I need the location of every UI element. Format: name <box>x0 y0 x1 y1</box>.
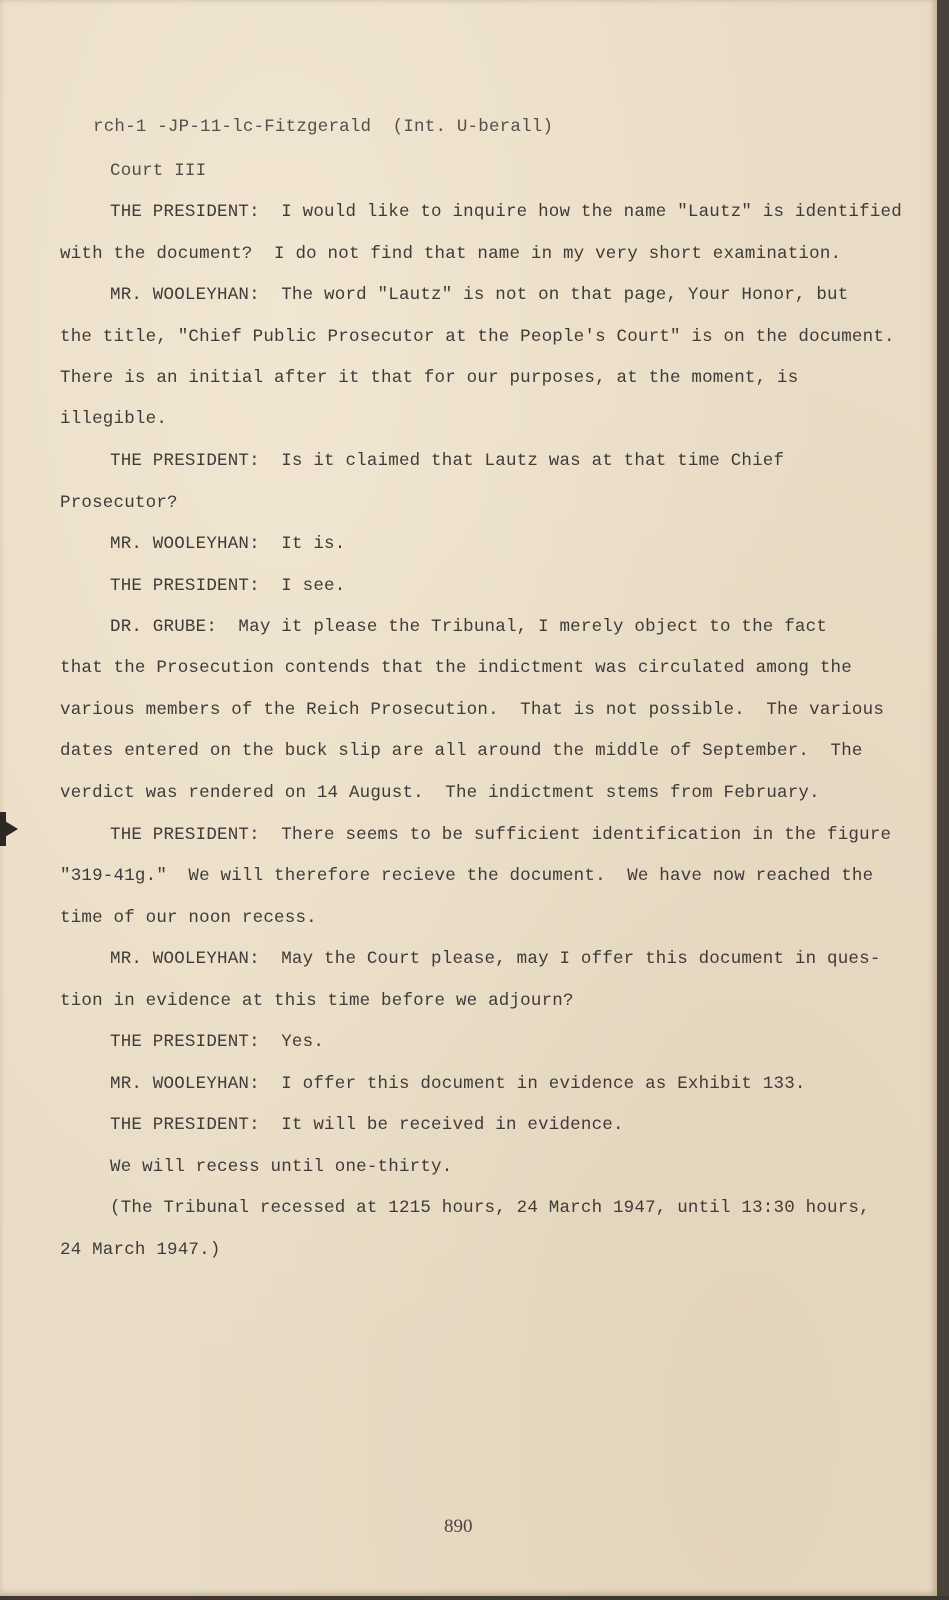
transcript-line: THE PRESIDENT: I see. <box>110 576 346 596</box>
court-label: Court III <box>110 161 207 181</box>
page-edge-shadow <box>937 0 949 1600</box>
transcript-line: with the document? I do not find that name in my very short examination. <box>60 244 842 264</box>
transcript-line: illegible. <box>60 409 168 429</box>
document-header: rch-1 -JP-11-lc-Fitzgerald (Int. U-berall) <box>93 117 554 137</box>
transcript-line: verdict was rendered on 14 August. The indictment stems from February. <box>60 783 820 803</box>
transcript-line: We will recess until one-thirty. <box>110 1157 453 1177</box>
transcript-line: DR. GRUBE: May it please the Tribunal, I merely object to the fact <box>110 617 828 637</box>
transcript-line: THE PRESIDENT: There seems to be sufficient identification in the figure <box>110 825 892 845</box>
transcript-line: (The Tribunal recessed at 1215 hours, 24 March 1947, until 13:30 hours, <box>110 1198 870 1218</box>
transcript-line: that the Prosecution contends that the indictment was circulated among the <box>60 658 852 678</box>
transcript-line: THE PRESIDENT: I would like to inquire how the name "Lautz" is identified <box>110 202 902 222</box>
transcript-line: MR. WOOLEYHAN: I offer this document in evidence as Exhibit 133. <box>110 1074 806 1094</box>
transcript-line: the title, "Chief Public Prosecutor at the People's Court" is on the document. <box>60 327 895 347</box>
transcript-line: time of our noon recess. <box>60 908 317 928</box>
transcript-line: THE PRESIDENT: Yes. <box>110 1032 325 1052</box>
transcript-line: various members of the Reich Prosecution. That is not possible. The various <box>60 700 885 720</box>
binding-tab-mark <box>0 818 18 840</box>
page-number: 890 <box>444 1516 473 1537</box>
transcript-line: "319-41g." We will therefore recieve the document. We have now reached the <box>60 866 874 886</box>
transcript-line: MR. WOOLEYHAN: It is. <box>110 534 346 554</box>
page-bottom-edge <box>0 1596 949 1600</box>
transcript-line: THE PRESIDENT: It will be received in evidence. <box>110 1115 624 1135</box>
transcript-line: dates entered on the buck slip are all around the middle of September. The <box>60 741 863 761</box>
transcript-line: tion in evidence at this time before we adjourn? <box>60 991 574 1011</box>
transcript-line: THE PRESIDENT: Is it claimed that Lautz was at that time Chief <box>110 451 785 471</box>
transcript-line: There is an initial after it that for our purposes, at the moment, is <box>60 368 799 388</box>
transcript-line: 24 March 1947.) <box>60 1240 221 1260</box>
transcript-line: MR. WOOLEYHAN: May the Court please, may I offer this document in ques- <box>110 949 881 969</box>
transcript-line: Prosecutor? <box>60 493 178 513</box>
transcript-line: MR. WOOLEYHAN: The word "Lautz" is not on that page, Your Honor, but <box>110 285 849 305</box>
